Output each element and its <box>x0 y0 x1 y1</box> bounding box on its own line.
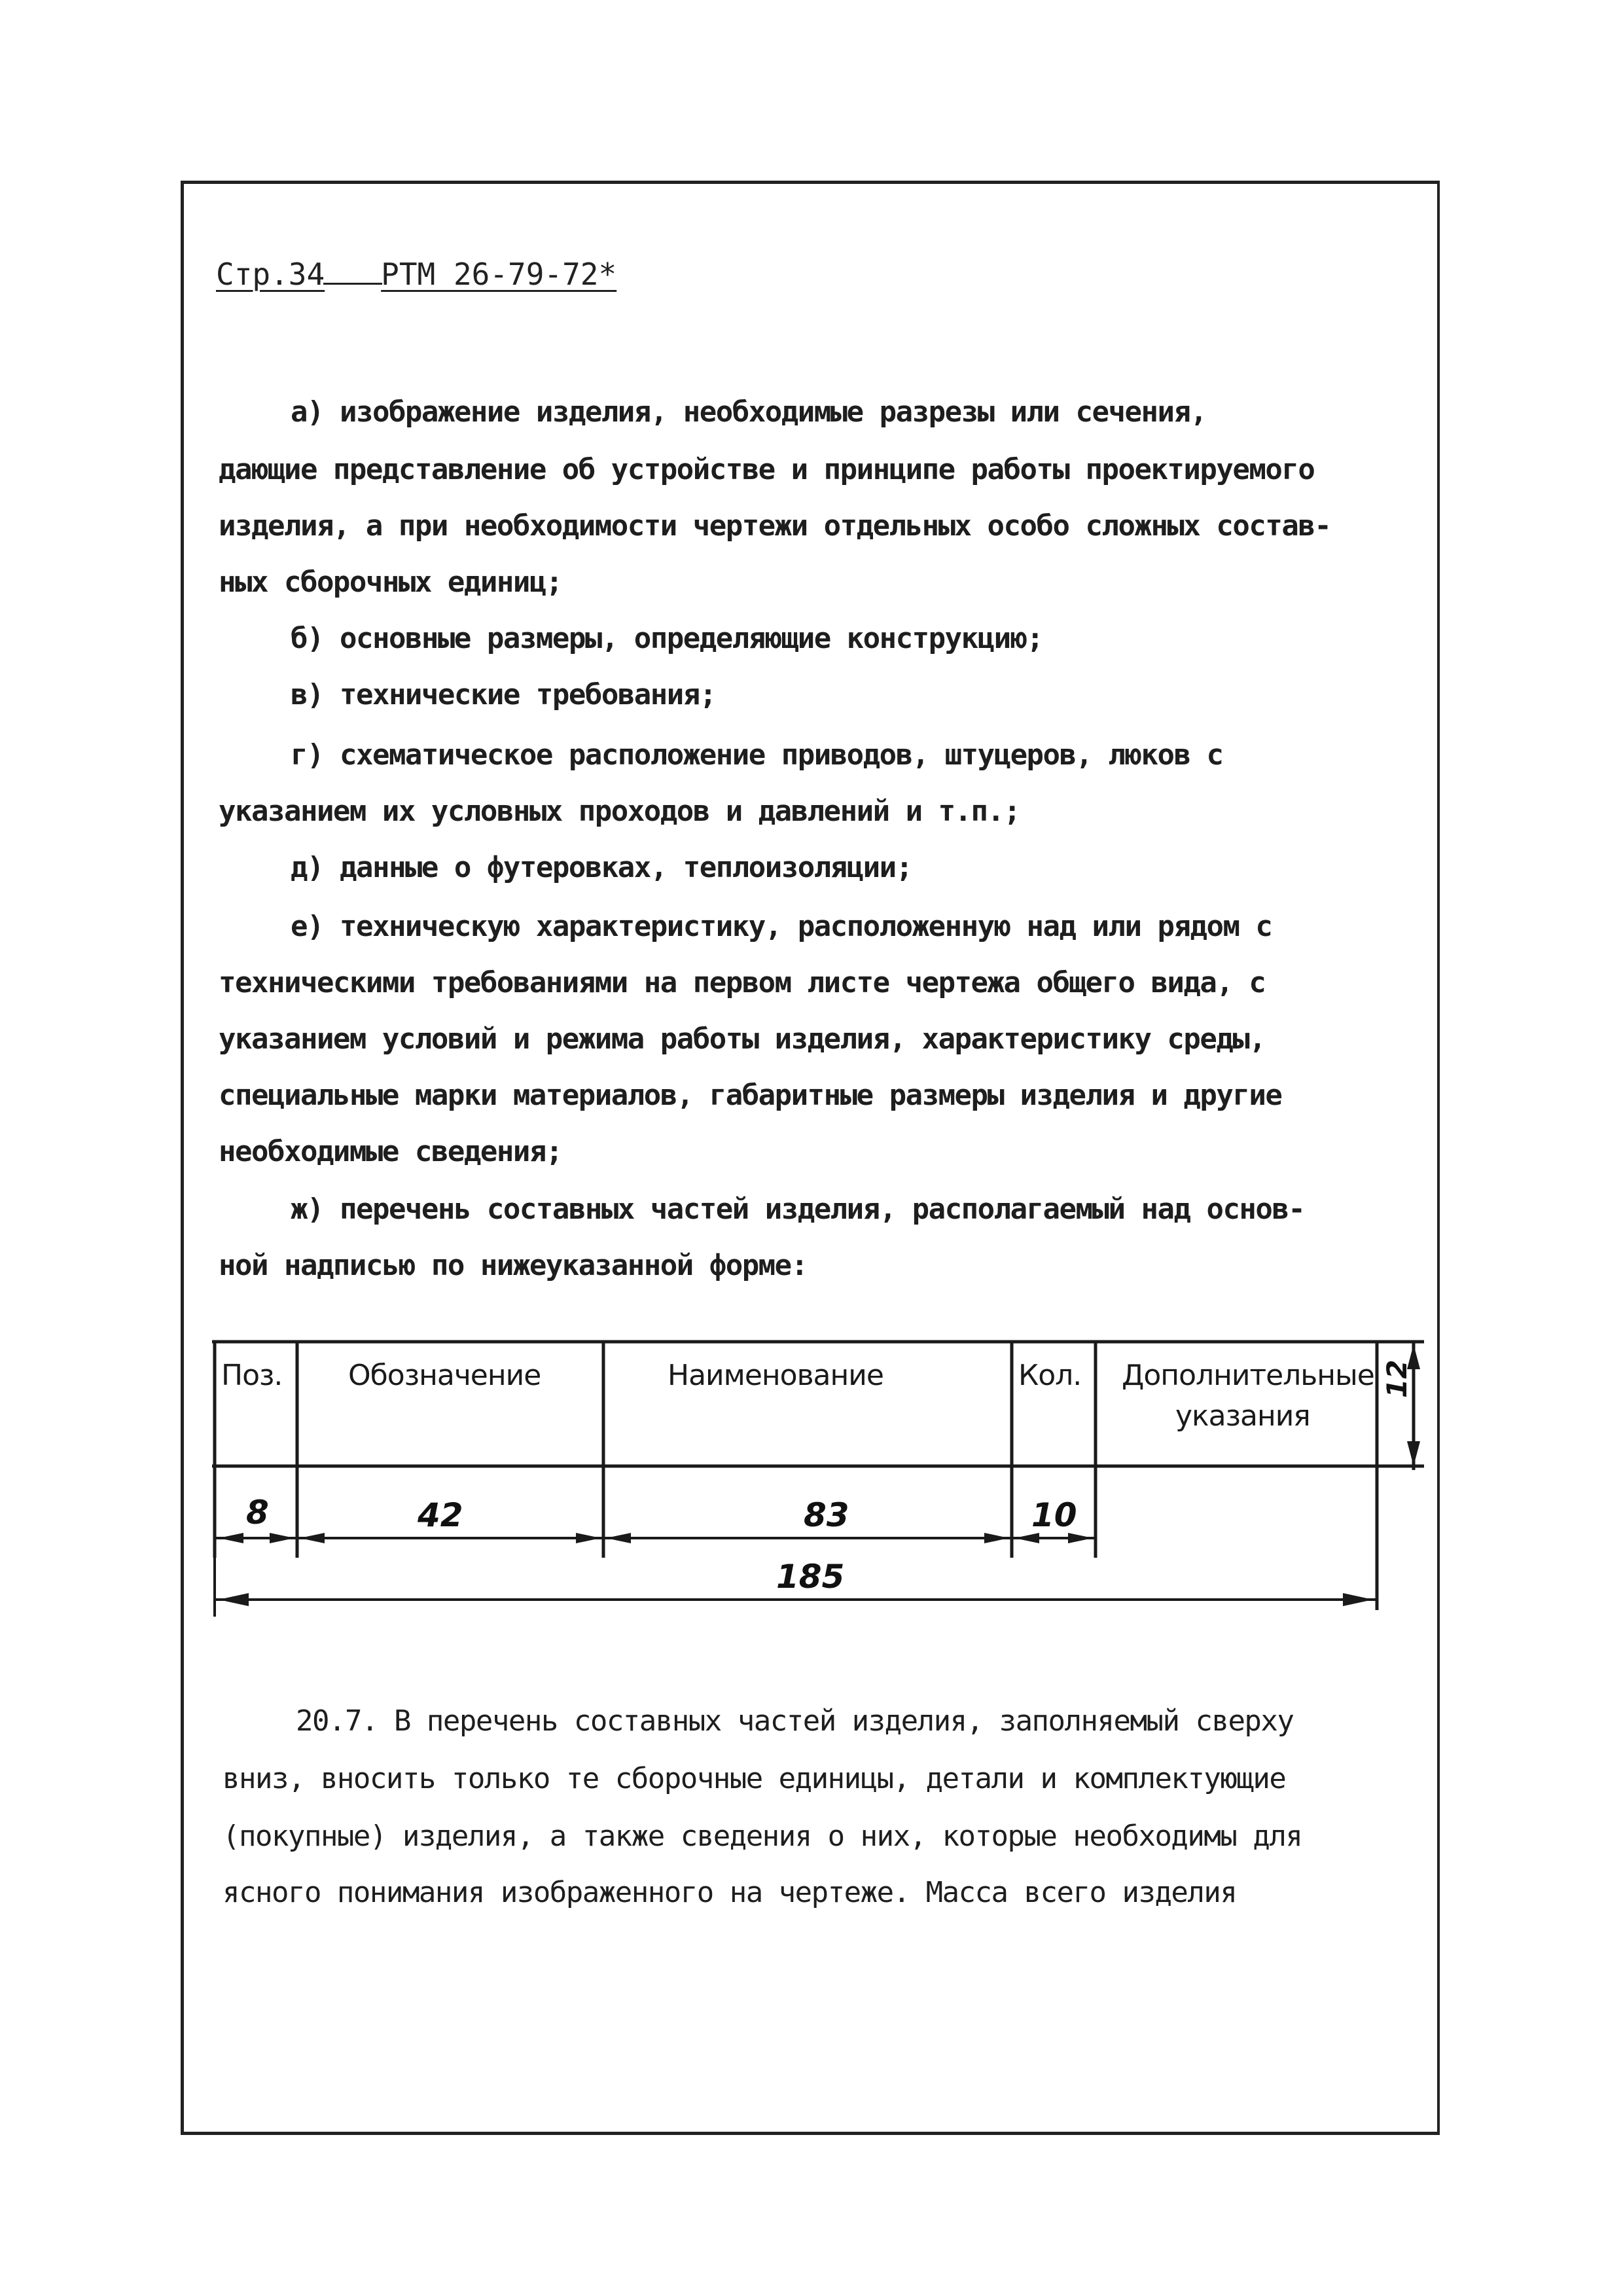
text-line: г) схематическое расположение приводов, штуцеров, люков с <box>291 738 1223 772</box>
column-header-notes-line2: указания <box>1175 1399 1310 1433</box>
page-number: Стр.34 <box>216 257 325 292</box>
text-line: ных сборочных единиц; <box>219 565 562 599</box>
arrowhead <box>1068 1533 1093 1543</box>
dimension-row-height: 12 <box>1381 1359 1413 1398</box>
dimension-designation: 42 <box>418 1496 463 1534</box>
text-line: ной надписью по нижеуказанной форме: <box>219 1249 808 1282</box>
arrowhead <box>1343 1593 1373 1606</box>
arrowhead <box>300 1533 325 1543</box>
dimension-name: 83 <box>804 1496 849 1534</box>
text-line: указанием их условных проходов и давлений и т.п.; <box>219 795 1020 828</box>
column-header-pos: Поз. <box>221 1359 283 1392</box>
arrowhead <box>984 1533 1009 1543</box>
text-line: 20.7. В перечень составных частей изделия, заполняемый сверху <box>296 1704 1294 1738</box>
arrowhead <box>219 1593 249 1606</box>
column-header-designation: Обозначение <box>348 1359 541 1392</box>
arrowhead <box>270 1533 294 1543</box>
dimension-qty: 10 <box>1031 1496 1077 1534</box>
column-header-name: Наименование <box>668 1359 883 1392</box>
text-line: (покупные) изделия, а также сведения о них, которые необходимы для <box>223 1820 1302 1853</box>
text-line: д) данные о футеровках, теплоизоляции; <box>291 851 912 884</box>
text-line: техническими требованиями на первом листе чертежа общего вида, с <box>219 966 1266 999</box>
arrowhead <box>1014 1533 1039 1543</box>
text-line: ясного понимания изображенного на чертеже. Масса всего изделия <box>223 1876 1237 1909</box>
column-header-notes: Дополнительные <box>1122 1359 1374 1392</box>
arrowhead <box>576 1533 601 1543</box>
arrowhead <box>1407 1441 1420 1466</box>
text-line: вниз, вносить только те сборочные единицы, детали и комплектующие <box>223 1762 1286 1795</box>
document-code: РТМ 26-79-72* <box>381 257 617 292</box>
arrowhead <box>219 1533 243 1543</box>
text-line: указанием условий и режима работы изделия, характеристику среды, <box>219 1022 1266 1056</box>
text-line: изделия, а при необходимости чертежи отдельных особо сложных состав- <box>219 509 1331 543</box>
column-header-qty: Кол. <box>1018 1359 1082 1392</box>
text-line: ж) перечень составных частей изделия, располагаемый над основ- <box>291 1193 1305 1226</box>
text-line: е) техническую характеристику, расположенную над или рядом с <box>291 910 1272 943</box>
text-line: в) технические требования; <box>291 678 716 711</box>
text-line: а) изображение изделия, необходимые разрезы или сечения, <box>291 395 1207 429</box>
text-line: специальные марки материалов, габаритные размеры изделия и другие <box>219 1079 1282 1112</box>
text-line: необходимые сведения; <box>219 1135 562 1168</box>
text-line: б) основные размеры, определяющие конструкцию; <box>291 622 1043 655</box>
dimension-pos: 8 <box>246 1494 269 1532</box>
dimension-total: 185 <box>776 1558 845 1596</box>
arrowhead <box>606 1533 631 1543</box>
text-line: дающие представление об устройстве и принципе работы проектируемого <box>219 453 1315 486</box>
